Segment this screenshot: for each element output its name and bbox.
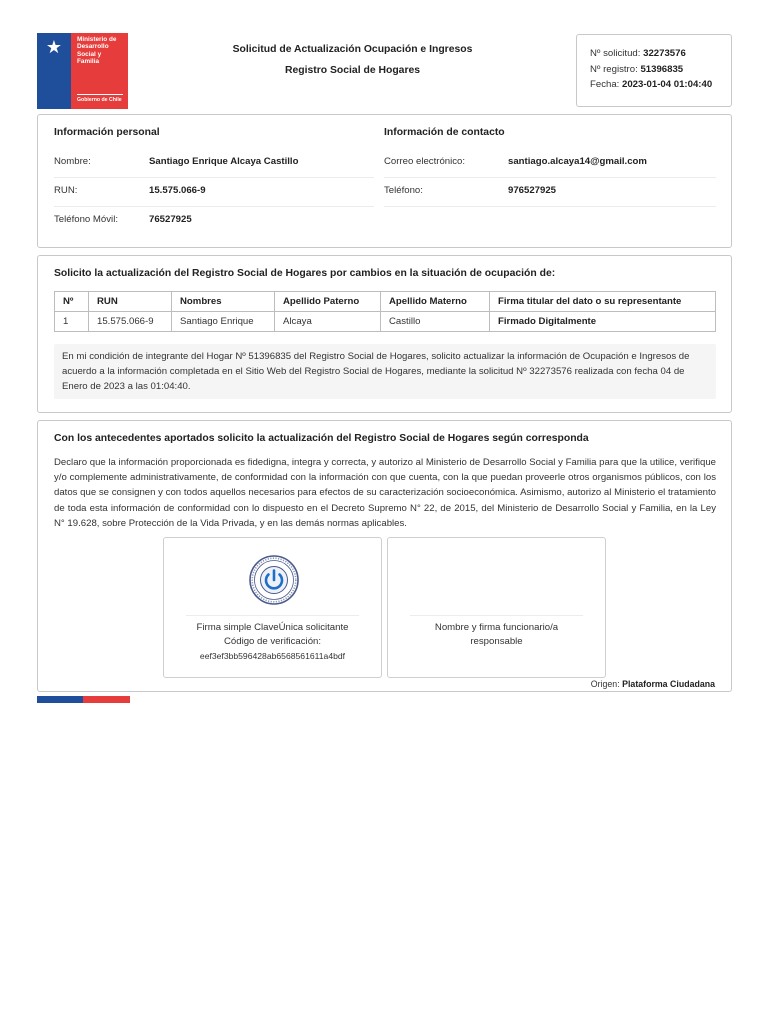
sig2-line2: responsable xyxy=(470,636,523,647)
solicitud-label: Nº solicitud: xyxy=(590,48,641,59)
row-divider xyxy=(384,177,716,178)
occupation-table xyxy=(54,291,716,332)
run-label: RUN: xyxy=(54,185,78,196)
col-header: Nombres xyxy=(172,292,275,312)
applicant-signature-caption xyxy=(164,621,381,663)
occupation-note: En mi condición de integrante del Hogar Nº 51396835 del Registro Social de Hogares, solicito actualizar la información de Ocupación e Ingresos de acuerdo a la información completada en el Sitio Web del Registro Social de Hogares, mediante la solicitud Nº 32273576 realizada con fecha 04 de Enero de 2023 a las 01:04:40. xyxy=(54,344,716,399)
run-value: 15.575.066-9 xyxy=(149,185,206,196)
nombre-label: Nombre: xyxy=(54,156,91,167)
movil-value: 76527925 xyxy=(149,214,192,225)
correo-value: santiago.alcaya14@gmail.com xyxy=(508,156,647,167)
table-header-row xyxy=(55,292,716,312)
solicitud-row xyxy=(590,46,731,62)
correo-label: Correo electrónico: xyxy=(384,156,466,167)
contact-info-heading: Información de contacto xyxy=(384,127,505,138)
personal-info-heading: Información personal xyxy=(54,127,160,138)
row-divider xyxy=(384,206,716,207)
col-header: Firma titular del dato o su representante xyxy=(490,292,716,312)
verification-code: eef3ef3bb596428ab6568561611a4bdf xyxy=(199,651,346,661)
declaration-panel xyxy=(37,420,732,692)
col-header: RUN xyxy=(89,292,172,312)
sig2-line1: Nombre y firma funcionario/a xyxy=(434,622,559,633)
fecha-row xyxy=(590,77,731,93)
document-title: Solicitud de Actualización Ocupación e Ingresos xyxy=(232,44,473,55)
row-divider xyxy=(54,177,374,178)
occupation-panel xyxy=(37,255,732,413)
table-cell: 1 xyxy=(55,312,89,332)
personal-info-panel xyxy=(37,114,732,248)
applicant-signature-box xyxy=(163,537,382,678)
logo-ministry-name: Ministerio de Desarrollo Social y Familia xyxy=(77,36,117,66)
footer-blue-segment xyxy=(37,696,83,703)
declaration-text: Declaro que la información proporcionada es fidedigna, integra y correcta, y autorizo al Ministerio de Desarrollo Social y Familia para que la utilice, verifique y/o complemente administrativamente, de conformidad con la información con que cuenta, con la que puedan proveerle otros organismos públicos, con los datos que se consignen y con todos aquellos necesarios para efectos de su caracterización socioeconómica. Asimismo, autorizo al Ministerio el tratamiento de toda esta información de conformidad con lo dispuesto en el Decreto Supremo N° 22, de 2015, del Ministerio de Desarrollo Social y Familia, en la Ley N° 19.628, sobre Protección de la Vida Privada, y en las demás normas aplicables. xyxy=(54,457,716,529)
ministry-logo xyxy=(37,33,128,109)
official-signature-caption xyxy=(388,621,605,649)
footer-color-bar xyxy=(37,696,130,703)
official-signature-box xyxy=(387,537,606,678)
table-cell: 15.575.066-9 xyxy=(89,312,172,332)
declaration-heading: Con los antecedentes aportados solicito la actualización del Registro Social de Hogares según corresponda xyxy=(54,433,589,444)
col-header: Nº xyxy=(55,292,89,312)
logo-government: Gobierno de Chile xyxy=(77,97,122,103)
table-cell: Firmado Digitalmente xyxy=(490,312,716,332)
col-header: Apellido Materno xyxy=(381,292,490,312)
table-row xyxy=(55,312,716,332)
registro-label: Nº registro: xyxy=(590,63,638,75)
registro-row xyxy=(590,62,731,78)
row-divider xyxy=(54,206,374,207)
solicitud-value: 32273576 xyxy=(643,48,686,59)
table-cell: Alcaya xyxy=(275,312,381,332)
table-cell: Santiago Enrique xyxy=(172,312,275,332)
origin-label: Origen: xyxy=(590,679,620,689)
document-subtitle: Registro Social de Hogares xyxy=(284,65,421,76)
fecha-value: 2023-01-04 01:04:40 xyxy=(622,79,713,90)
table-cell: Castillo xyxy=(381,312,490,332)
sig1-line1: Firma simple ClaveÚnica solicitante xyxy=(196,622,349,633)
clave-unica-seal-icon xyxy=(248,554,300,606)
col-header: Apellido Paterno xyxy=(275,292,381,312)
nombre-value: Santiago Enrique Alcaya Castillo xyxy=(149,156,299,167)
request-meta-box xyxy=(576,34,732,107)
telefono-value: 976527925 xyxy=(508,185,557,196)
origin-value: Plataforma Ciudadana xyxy=(622,679,715,689)
movil-label: Teléfono Móvil: xyxy=(54,214,118,225)
star-icon: ★ xyxy=(45,37,63,57)
fecha-label: Fecha: xyxy=(590,79,620,90)
signature-line xyxy=(186,615,359,616)
logo-divider xyxy=(77,94,123,95)
origin xyxy=(591,679,715,689)
occupation-heading: Solicito la actualización del Registro Social de Hogares por cambios en la situación de ocupación de: xyxy=(54,268,556,279)
footer-red-segment xyxy=(83,696,130,703)
telefono-label: Teléfono: xyxy=(384,185,423,196)
registro-value: 51396835 xyxy=(640,63,684,75)
sig1-line2: Código de verificación: xyxy=(223,636,322,647)
signature-line xyxy=(410,615,583,616)
